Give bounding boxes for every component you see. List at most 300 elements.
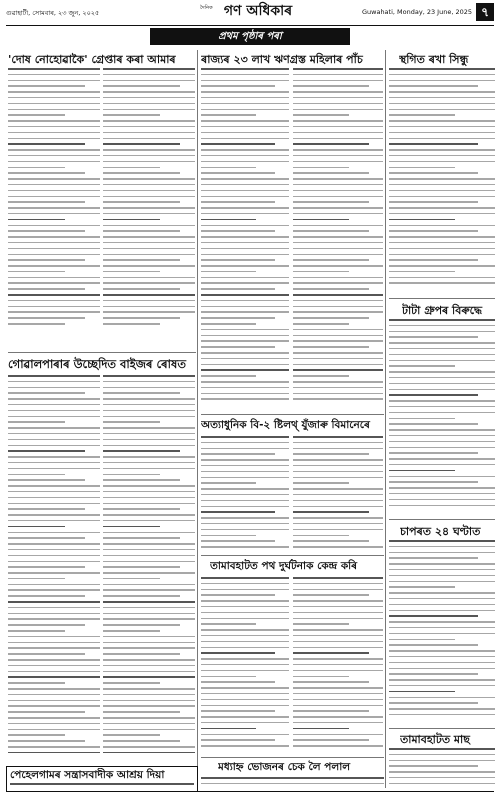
- text-line: [389, 748, 495, 750]
- text-line: [103, 572, 195, 574]
- text-line: [293, 335, 383, 337]
- text-line: [389, 319, 495, 321]
- text-line: [293, 583, 383, 585]
- text-line: [103, 526, 160, 528]
- text-line: [389, 441, 495, 443]
- text-line: [201, 265, 289, 267]
- text-line: [389, 377, 495, 379]
- text-line: [201, 471, 289, 473]
- text-line: [389, 708, 495, 710]
- text-line: [8, 236, 100, 238]
- text-line: [389, 342, 495, 344]
- text-line: [8, 242, 100, 244]
- text-line: [293, 577, 383, 579]
- text-line: [103, 172, 180, 174]
- text-line: [389, 80, 495, 82]
- text-line: [103, 149, 195, 151]
- text-line: [201, 114, 256, 116]
- text-line: [389, 336, 478, 338]
- text-line: [293, 254, 383, 256]
- page-header: [6, 3, 494, 25]
- text-line: [103, 468, 195, 470]
- text-line: [201, 254, 289, 256]
- text-line: [103, 248, 195, 250]
- text-line: [201, 477, 289, 479]
- article-accident-col1: [201, 577, 289, 755]
- text-line: [201, 346, 275, 348]
- text-line: [293, 317, 369, 319]
- text-line: [201, 676, 256, 678]
- text-line: [201, 635, 289, 637]
- text-line: [201, 623, 256, 625]
- text-line: [293, 219, 349, 221]
- text-line: [103, 126, 195, 128]
- text-line: [8, 230, 85, 232]
- article-b2-col2: [293, 436, 383, 551]
- text-line: [103, 613, 195, 615]
- text-line: [103, 103, 195, 105]
- text-line: [293, 442, 383, 444]
- text-line: [293, 311, 383, 313]
- text-line: [389, 85, 478, 87]
- text-line: [389, 97, 495, 99]
- text-line: [201, 600, 289, 602]
- section-banner: প্ৰথম পৃষ্ঠাৰ পৰা: [150, 28, 350, 45]
- text-line: [293, 358, 383, 360]
- text-line: [8, 172, 85, 174]
- text-line: [293, 734, 383, 736]
- text-line: [8, 642, 100, 644]
- divider: [201, 555, 384, 556]
- text-line: [389, 230, 478, 232]
- text-line: [8, 474, 65, 476]
- article-sindhu: [389, 68, 495, 295]
- text-line: [293, 68, 383, 70]
- article-arrest-col1: [8, 68, 100, 348]
- text-line: [8, 595, 85, 597]
- text-line: [103, 97, 195, 99]
- text-line: [103, 676, 195, 678]
- text-line: [8, 143, 85, 145]
- text-line: [103, 421, 160, 423]
- divider: [389, 728, 495, 729]
- text-line: [103, 433, 195, 435]
- text-line: [103, 392, 180, 394]
- text-line: [103, 80, 195, 82]
- text-line: [103, 479, 180, 481]
- text-line: [389, 697, 495, 699]
- text-line: [8, 190, 100, 192]
- text-line: [103, 636, 195, 638]
- text-line: [389, 225, 495, 227]
- text-line: [293, 74, 383, 76]
- text-line: [201, 664, 289, 666]
- text-line: [201, 535, 256, 537]
- text-line: [293, 143, 369, 145]
- text-line: [389, 138, 495, 140]
- text-line: [8, 271, 65, 273]
- text-line: [389, 481, 478, 483]
- article-tata: [389, 319, 495, 515]
- text-line: [8, 723, 100, 725]
- text-line: [201, 500, 289, 502]
- text-line: [293, 85, 369, 87]
- text-line: [8, 740, 85, 742]
- text-line: [201, 259, 275, 261]
- text-line: [10, 783, 194, 785]
- text-line: [293, 529, 383, 531]
- text-line: [389, 394, 478, 396]
- text-line: [389, 265, 495, 267]
- text-line: [389, 126, 495, 128]
- column-divider: [197, 50, 198, 788]
- text-line: [103, 439, 195, 441]
- text-line: [201, 681, 275, 683]
- text-line: [201, 364, 289, 366]
- text-line: [293, 196, 383, 198]
- text-line: [103, 219, 160, 221]
- text-line: [8, 520, 100, 522]
- article-goalpara-col2: [103, 375, 195, 767]
- text-line: [389, 464, 495, 466]
- text-line: [389, 627, 495, 629]
- text-line: [293, 282, 383, 284]
- text-line: [201, 540, 275, 542]
- text-line: [103, 311, 195, 313]
- text-line: [389, 167, 455, 169]
- text-line: [389, 271, 455, 273]
- text-line: [8, 433, 100, 435]
- text-line: [8, 705, 100, 707]
- text-line: [293, 190, 383, 192]
- text-line: [8, 636, 100, 638]
- text-line: [201, 375, 256, 377]
- article-fish: [389, 748, 495, 788]
- text-line: [293, 294, 383, 296]
- text-line: [293, 658, 383, 660]
- text-line: [293, 623, 349, 625]
- text-line: [8, 584, 100, 586]
- text-line: [389, 184, 495, 186]
- text-line: [103, 294, 195, 296]
- text-line: [103, 653, 180, 655]
- text-line: [201, 442, 289, 444]
- text-line: [8, 277, 100, 279]
- text-line: [103, 259, 180, 261]
- text-line: [8, 561, 100, 563]
- text-line: [103, 91, 195, 93]
- text-line: [103, 155, 195, 157]
- text-line: [293, 641, 383, 643]
- text-line: [389, 406, 495, 408]
- text-line: [389, 365, 455, 367]
- headline-arrest: 'দোষ নোহোৱাকৈ' গ্ৰেপ্তাৰ কৰা আমাৰ: [8, 53, 176, 66]
- text-line: [389, 615, 478, 617]
- text-line: [8, 248, 100, 250]
- text-line: [293, 329, 383, 331]
- text-line: [8, 392, 85, 394]
- text-line: [8, 381, 100, 383]
- text-line: [201, 85, 275, 87]
- text-line: [103, 508, 180, 510]
- text-line: [293, 506, 383, 508]
- text-line: [103, 230, 180, 232]
- text-line: [293, 488, 383, 490]
- article-b2-col1: [201, 436, 289, 551]
- text-line: [103, 474, 160, 476]
- text-line: [103, 167, 160, 169]
- text-line: [8, 700, 100, 702]
- text-line: [8, 68, 100, 70]
- text-line: [389, 331, 495, 333]
- text-line: [201, 577, 289, 579]
- divider: [389, 519, 495, 520]
- text-line: [293, 393, 383, 395]
- text-line: [293, 517, 383, 519]
- text-line: [8, 537, 85, 539]
- text-line: [201, 161, 289, 163]
- text-line: [8, 497, 100, 499]
- text-line: [103, 549, 195, 551]
- text-line: [103, 143, 180, 145]
- text-line: [103, 543, 195, 545]
- text-line: [201, 777, 384, 779]
- text-line: [389, 476, 495, 478]
- text-line: [293, 629, 383, 631]
- text-line: [103, 178, 195, 180]
- text-line: [293, 618, 383, 620]
- text-line: [8, 265, 100, 267]
- text-line: [8, 288, 85, 290]
- text-line: [201, 190, 289, 192]
- text-line: [8, 149, 100, 151]
- text-line: [8, 543, 100, 545]
- text-line: [103, 317, 180, 319]
- text-line: [201, 340, 289, 342]
- text-line: [201, 482, 256, 484]
- text-line: [389, 754, 495, 756]
- text-line: [8, 572, 100, 574]
- text-line: [8, 468, 100, 470]
- text-line: [8, 294, 100, 296]
- text-line: [293, 635, 383, 637]
- text-line: [293, 149, 383, 151]
- text-line: [389, 783, 495, 785]
- text-line: [293, 471, 383, 473]
- text-line: [293, 523, 383, 525]
- text-line: [293, 381, 383, 383]
- text-line: [389, 447, 495, 449]
- text-line: [8, 734, 65, 736]
- text-line: [8, 532, 100, 534]
- text-line: [201, 453, 275, 455]
- headline-tata: টাটা গ্ৰুপৰ বিৰুদ্ধে: [402, 304, 483, 317]
- text-line: [389, 552, 495, 554]
- text-line: [201, 459, 289, 461]
- text-line: [293, 230, 369, 232]
- text-line: [103, 618, 195, 620]
- text-line: [293, 546, 383, 548]
- headline-sindhu: স্থগিত ৰখা সিন্ধু: [399, 53, 469, 66]
- headline-tamabahat-accident: তামাবহাটত পথ দুৰ্ঘটনাক কেন্দ্ৰ কৰি: [210, 560, 358, 572]
- text-line: [293, 728, 349, 730]
- masthead-small: দৈনিক: [200, 5, 213, 11]
- text-line: [103, 68, 195, 70]
- text-line: [8, 85, 85, 87]
- text-line: [8, 196, 100, 198]
- text-line: [8, 526, 65, 528]
- text-line: [389, 120, 495, 122]
- text-line: [389, 418, 455, 420]
- text-line: [389, 487, 495, 489]
- text-line: [103, 642, 195, 644]
- text-line: [389, 673, 478, 675]
- headline-pahalgam: পেহেলগামৰ সন্ত্ৰাসবাদীক আশ্ৰয় দিয়া: [10, 769, 165, 781]
- text-line: [8, 259, 85, 261]
- text-line: [389, 259, 478, 261]
- text-line: [8, 91, 100, 93]
- text-line: [103, 456, 195, 458]
- text-line: [8, 682, 65, 684]
- text-line: [103, 282, 195, 284]
- text-line: [389, 354, 495, 356]
- text-line: [293, 132, 383, 134]
- text-line: [293, 126, 383, 128]
- text-line: [8, 201, 85, 203]
- text-line: [389, 282, 495, 284]
- text-line: [293, 398, 383, 400]
- text-line: [103, 734, 160, 736]
- text-line: [293, 161, 383, 163]
- text-line: [389, 452, 478, 454]
- text-line: [103, 85, 180, 87]
- text-line: [201, 277, 289, 279]
- text-line: [103, 381, 195, 383]
- text-line: [8, 549, 100, 551]
- text-line: [103, 671, 195, 673]
- text-line: [8, 589, 100, 591]
- text-line: [8, 421, 65, 423]
- text-line: [389, 621, 495, 623]
- text-line: [201, 358, 289, 360]
- text-line: [8, 114, 65, 116]
- text-line: [293, 477, 383, 479]
- text-line: [103, 520, 195, 522]
- text-line: [293, 207, 383, 209]
- text-line: [201, 647, 289, 649]
- text-line: [293, 705, 383, 707]
- text-line: [201, 722, 289, 724]
- text-line: [103, 491, 195, 493]
- text-line: [293, 745, 383, 747]
- text-line: [8, 613, 100, 615]
- text-line: [8, 323, 65, 325]
- text-line: [103, 659, 195, 661]
- text-line: [201, 172, 275, 174]
- text-line: [103, 723, 195, 725]
- text-line: [201, 138, 289, 140]
- text-line: [8, 659, 100, 661]
- text-line: [201, 641, 289, 643]
- text-line: [293, 670, 383, 672]
- text-line: [103, 688, 195, 690]
- text-line: [293, 375, 349, 377]
- text-line: [8, 132, 100, 134]
- text-line: [389, 685, 495, 687]
- text-line: [389, 470, 455, 472]
- text-line: [389, 371, 495, 373]
- text-line: [103, 682, 160, 684]
- text-line: [201, 311, 289, 313]
- text-line: [201, 494, 289, 496]
- text-line: [103, 647, 195, 649]
- text-line: [8, 479, 85, 481]
- text-line: [8, 601, 100, 603]
- text-line: [201, 97, 289, 99]
- text-line: [201, 546, 289, 548]
- text-line: [293, 459, 383, 461]
- text-line: [103, 288, 180, 290]
- headline-tamabahat-fish: তামাবহাটত মাছ: [400, 733, 470, 746]
- text-line: [389, 557, 478, 559]
- text-line: [389, 172, 478, 174]
- text-line: [103, 566, 180, 568]
- text-line: [103, 277, 195, 279]
- date-assamese: গুৱাহাটী, সোমবাৰ, ২৩ জুন, ২০২৫: [6, 9, 100, 17]
- article-accident-col2: [293, 577, 383, 755]
- text-line: [8, 514, 100, 516]
- text-line: [201, 294, 289, 296]
- text-line: [389, 190, 495, 192]
- text-line: [8, 410, 100, 412]
- text-line: [201, 196, 289, 198]
- text-line: [201, 91, 289, 93]
- text-line: [389, 644, 478, 646]
- text-line: [103, 236, 195, 238]
- text-line: [293, 739, 369, 741]
- text-line: [389, 610, 495, 612]
- text-line: [293, 352, 383, 354]
- text-line: [293, 465, 383, 467]
- text-line: [389, 325, 495, 327]
- text-line: [293, 612, 383, 614]
- text-line: [389, 575, 495, 577]
- text-line: [389, 540, 495, 542]
- text-line: [389, 143, 478, 145]
- text-line: [103, 184, 195, 186]
- text-line: [389, 639, 455, 641]
- text-line: [103, 729, 195, 731]
- text-line: [103, 225, 195, 227]
- text-line: [103, 589, 195, 591]
- text-line: [201, 381, 289, 383]
- text-line: [8, 555, 100, 557]
- text-line: [201, 225, 289, 227]
- text-line: [103, 300, 195, 302]
- text-line: [389, 581, 495, 583]
- text-line: [201, 329, 289, 331]
- text-line: [8, 213, 100, 215]
- text-line: [201, 589, 289, 591]
- text-line: [201, 219, 256, 221]
- text-line: [8, 653, 85, 655]
- text-line: [293, 494, 383, 496]
- text-line: [293, 681, 369, 683]
- text-line: [103, 630, 160, 632]
- text-line: [201, 317, 275, 319]
- text-line: [8, 387, 100, 389]
- headline-loan-women: ৰাজ্যৰ ২৩ লাখ ঋণগ্ৰস্ত মহিলাৰ পাঁচ: [201, 53, 363, 66]
